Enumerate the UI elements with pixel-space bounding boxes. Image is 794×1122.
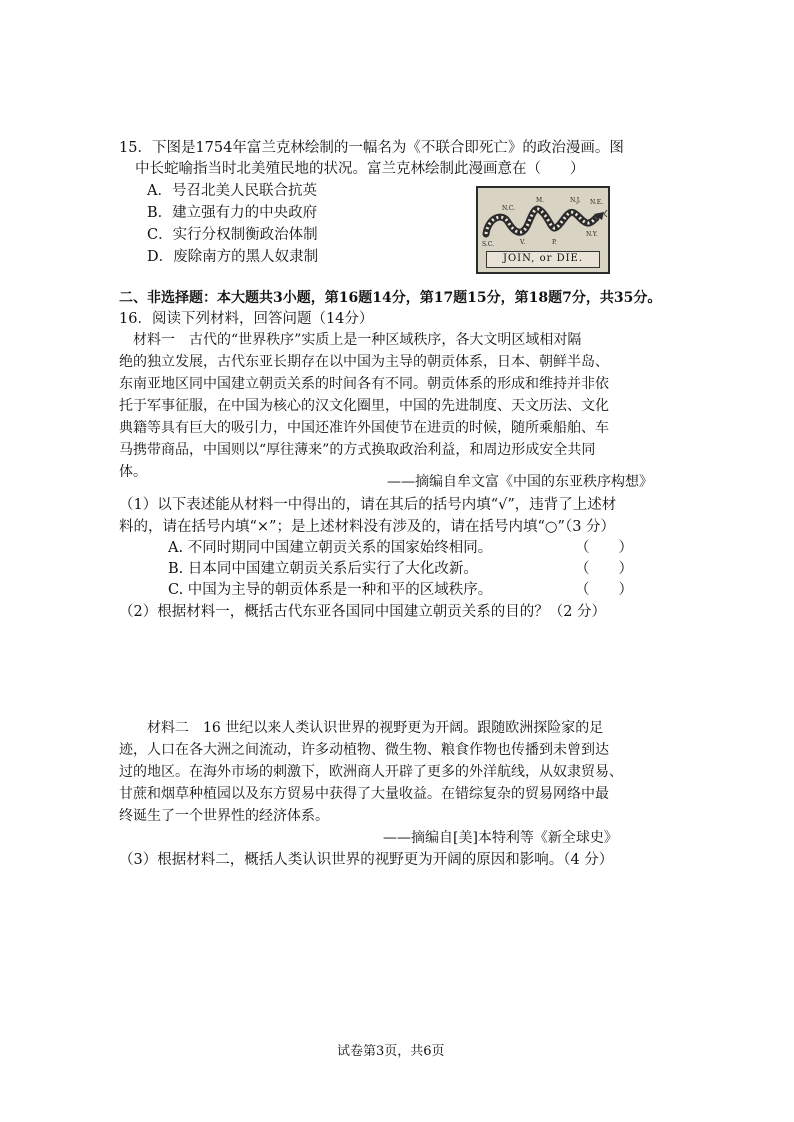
- sub-question-1-line1: （1）以下表述能从材料一中得出的，请在其后的括号内填“√”，违背了上述材: [119, 497, 617, 513]
- sub-question-3: （3）根据材料二，概括人类认识世界的视野更为开阔的原因和影响。（4 分）: [119, 852, 614, 868]
- svg-text:P.: P.: [552, 239, 557, 246]
- material1-line: 材料一 古代的“世界秩序”实质上是一种区域秩序，各大文明区域相对隔: [133, 332, 582, 348]
- svg-text:N.C.: N.C.: [502, 205, 516, 212]
- q15-option-c: C．实行分权制衡政治体制: [147, 227, 318, 243]
- statement-a: A. 不同时期同中国建立朝贡关系的国家始终相同。: [168, 540, 493, 556]
- material2-line: 甘蔗和烟草种植园以及东方贸易中获得了大量收益。在错综复杂的贸易网络中最: [119, 786, 609, 802]
- answer-blank-a[interactable]: （ ）: [575, 540, 633, 556]
- sub-question-1-line2: 料的，请在括号内填“×”；是上述材料没有涉及的，请在括号内填“○”（3 分）: [119, 519, 616, 535]
- svg-text:N.E.: N.E.: [590, 199, 604, 206]
- material1-source: ——摘编自牟文富《中国的东亚秩序构想》: [387, 474, 653, 490]
- answer-blank-c[interactable]: （ ）: [575, 582, 633, 598]
- svg-text:N.Y.: N.Y.: [586, 231, 598, 238]
- material1-line: 体。: [119, 464, 147, 480]
- statement-c: C. 中国为主导的朝贡体系是一种和平的区域秩序。: [168, 582, 493, 598]
- svg-text:S.C.: S.C.: [482, 241, 495, 248]
- statement-b: B. 日本同中国建立朝贡关系后实行了大化改新。: [168, 561, 478, 577]
- material2-line: 过的地区。在海外市场的刺激下，欧洲商人开辟了更多的外洋航线，从奴隶贸易、: [119, 764, 623, 780]
- material1-line: 东南亚地区同中国建立朝贡关系的时间各有不同。朝贡体系的形成和维持并非依: [119, 376, 609, 392]
- material2-source: ——摘编自[美]本特利等《新全球史》: [383, 830, 618, 846]
- cartoon-caption: JOIN, or DIE.: [486, 251, 600, 268]
- q15-option-a: A．号召北美人民联合抗英: [147, 183, 317, 199]
- snake-illustration: [478, 190, 608, 252]
- q15-line1: 15．下图是1754年富兰克林绘制的一幅名为《不联合即死亡》的政治漫画。图: [119, 140, 624, 156]
- material2-line: 终诞生了一个世界性的经济体系。: [119, 808, 329, 824]
- sub-question-2: （2）根据材料一，概括古代东亚各国同中国建立朝贡关系的目的？（2 分）: [119, 604, 607, 620]
- answer-blank-b[interactable]: （ ）: [575, 561, 633, 577]
- page-footer: 试卷第3页，共6页: [337, 1044, 445, 1059]
- q16-intro: 16．阅读下列材料，回答问题（14分）: [119, 311, 374, 327]
- section2-heading: 二、非选择题：本大题共3小题，第16题14分，第17题15分，第18题7分，共35分。: [119, 290, 662, 306]
- material1-line: 典籍等具有巨大的吸引力，中国还准许外国使节在进贡的时候，随所乘船舶、车: [119, 420, 609, 436]
- q15-option-b: B．建立强有力的中央政府: [147, 205, 318, 221]
- material1-line: 绝的独立发展，古代东亚长期存在以中国为主导的朝贡体系，日本、朝鲜半岛、: [119, 354, 609, 370]
- q15-option-d: D．废除南方的黑人奴隶制: [147, 249, 319, 265]
- q15-line2: 中长蛇喻指当时北美殖民地的状况。富兰克林绘制此漫画意在（ ）: [135, 161, 585, 177]
- material1-line: 马携带商品，中国则以“厚往薄来”的方式换取政治利益，和周边形成安全共同: [119, 442, 596, 458]
- join-or-die-cartoon: [476, 186, 610, 274]
- material2-line: 材料二 16 世纪以来人类认识世界的视野更为开阔。跟随欧洲探险家的足: [147, 720, 604, 736]
- svg-text:N.J.: N.J.: [570, 197, 581, 204]
- svg-text:M.: M.: [536, 197, 545, 204]
- material2-line: 迹，人口在各大洲之间流动，许多动植物、微生物、粮食作物也传播到未曾到达: [119, 742, 609, 758]
- material1-line: 托于军事征服，在中国为核心的汉文化圈里，中国的先进制度、天文历法、文化: [119, 398, 609, 414]
- svg-text:V.: V.: [520, 239, 526, 246]
